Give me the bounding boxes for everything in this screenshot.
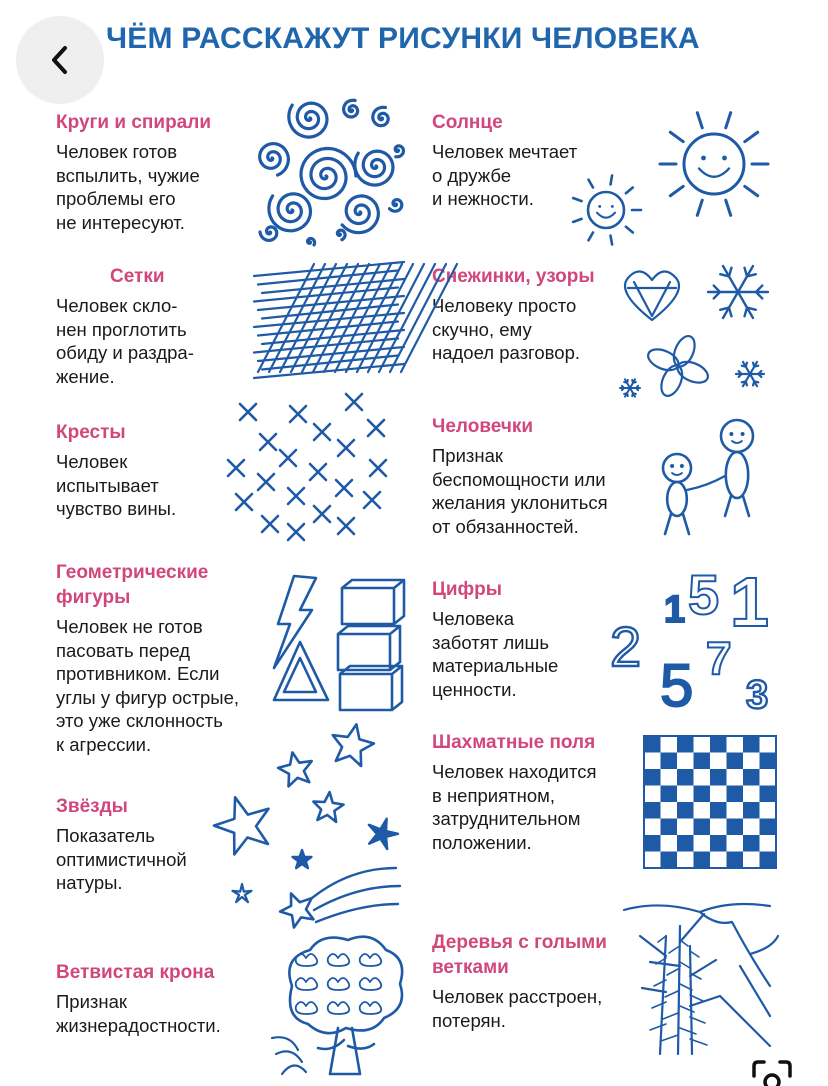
section-spirals — [56, 110, 256, 234]
leaf-cluster — [328, 978, 350, 990]
snowflake — [738, 286, 768, 299]
cross — [310, 464, 326, 480]
sun-ray — [573, 219, 581, 222]
checker-square — [677, 802, 694, 819]
section-heading: Деревья с голыми ветками — [432, 932, 607, 978]
checker-square — [661, 819, 678, 836]
sun-disc — [684, 134, 744, 194]
section-heading: Ветвистая крона — [56, 962, 215, 983]
digit-glyph: 1 — [664, 589, 686, 631]
grid-hatching-icon — [244, 260, 412, 376]
digits-icon — [606, 556, 786, 719]
leaf-cluster — [328, 1002, 350, 1014]
leaf-cluster — [296, 978, 318, 990]
section-heading: Солнце — [432, 112, 503, 133]
section-heading: Кресты — [56, 422, 126, 443]
sun-icon — [572, 108, 782, 250]
checker-square — [760, 753, 777, 770]
figure-eye — [670, 464, 674, 468]
snowflake — [708, 286, 738, 299]
stars-icon — [210, 718, 410, 922]
section-text: Человека заботят лишь материальные ценности. — [432, 608, 559, 700]
spiral — [269, 194, 311, 231]
sun-ray — [589, 180, 594, 188]
section-checkerboard — [432, 730, 632, 854]
cube-shape — [342, 580, 404, 624]
leaf-cluster — [296, 1002, 318, 1014]
figure-eye — [741, 432, 745, 436]
chevron-left-icon — [45, 43, 75, 77]
spirals-icon — [248, 92, 408, 252]
sun-eye — [611, 205, 614, 208]
cross — [262, 516, 278, 532]
snowflake — [750, 374, 758, 386]
tree-trunk — [318, 1028, 374, 1074]
star — [313, 792, 343, 822]
sun-ray — [726, 113, 731, 128]
leaf-cluster — [360, 1002, 382, 1014]
back-button[interactable] — [16, 16, 104, 104]
checker-square — [760, 852, 777, 869]
spiral — [344, 100, 358, 117]
snowflake — [742, 374, 750, 386]
checker-square — [661, 753, 678, 770]
lens-search-icon[interactable] — [748, 1056, 796, 1086]
snowflake — [720, 266, 738, 292]
cross — [240, 404, 256, 420]
checker-square — [743, 736, 760, 753]
checker-square — [677, 736, 694, 753]
figure-body — [667, 482, 687, 516]
checker-square — [727, 819, 744, 836]
figure-head — [721, 420, 753, 452]
cross — [290, 406, 306, 422]
spiral — [373, 107, 388, 125]
pine-needles — [661, 1035, 707, 1045]
cross — [368, 420, 384, 436]
checker-square — [677, 835, 694, 852]
section-text: Человек находится в неприятном, затруднительном положении. — [432, 761, 597, 853]
leaf-cluster — [360, 978, 382, 990]
pine-needles — [654, 980, 692, 990]
checker-square — [743, 835, 760, 852]
cross — [370, 460, 386, 476]
spiral — [260, 227, 277, 241]
section-text: Человек испытывает чувство вины. — [56, 451, 177, 519]
section-heading: Снежинки, узоры — [432, 266, 595, 287]
cross — [314, 424, 330, 440]
checker-square — [710, 769, 727, 786]
checker-square — [743, 769, 760, 786]
sun-ray — [670, 132, 683, 141]
sun-ray — [626, 188, 633, 194]
sun-ray — [726, 200, 731, 215]
digit-glyph: 7 — [706, 632, 732, 684]
checker-square — [644, 736, 661, 753]
checker-square — [694, 753, 711, 770]
checker-square — [710, 802, 727, 819]
hatch-line — [254, 262, 404, 276]
checker-square — [661, 786, 678, 803]
checker-square — [710, 736, 727, 753]
tree-crown — [289, 937, 402, 1033]
digit-glyph: 1 — [730, 563, 769, 641]
cross — [288, 488, 304, 504]
cross — [236, 494, 252, 510]
hatch-lines — [254, 262, 457, 378]
sun-ray — [745, 132, 758, 141]
cross — [338, 440, 354, 456]
spiral — [301, 149, 356, 199]
digit-glyph: 3 — [746, 673, 769, 717]
star — [214, 797, 269, 854]
star — [233, 884, 252, 902]
section-bare-trees — [432, 930, 632, 1032]
section-grids — [56, 264, 256, 388]
checker-square — [710, 835, 727, 852]
cross — [346, 394, 362, 410]
checker-square — [743, 802, 760, 819]
star — [293, 850, 312, 868]
bare-branches — [624, 904, 778, 1046]
holding-hands — [687, 476, 725, 490]
checker-square — [694, 852, 711, 869]
snowflake — [630, 379, 636, 388]
snowflake-icon — [614, 258, 776, 406]
checker-square — [694, 819, 711, 836]
section-text: Человек готов вспылить, чужие проблемы его не интересуют. — [56, 141, 200, 233]
sun-ray — [697, 200, 702, 215]
stick-figures-icon — [655, 412, 773, 548]
section-heading: Сетки — [110, 266, 165, 287]
section-text: Признак беспомощности или желания уклониться от обязанностей. — [432, 445, 608, 537]
pine-needles — [663, 1013, 705, 1023]
cross — [258, 474, 274, 490]
sun-ray — [745, 186, 758, 195]
section-heading: Звёзды — [56, 796, 128, 817]
sun-eye — [598, 205, 601, 208]
cross — [314, 506, 330, 522]
star-trail — [312, 868, 400, 922]
figure-eye — [680, 464, 684, 468]
section-heading: Геометрические фигуры — [56, 562, 209, 608]
snowflake — [630, 388, 636, 397]
checker-square — [727, 753, 744, 770]
sun-ray — [589, 233, 594, 241]
pine-needles — [667, 969, 701, 979]
snowflake — [742, 362, 750, 374]
cross — [336, 480, 352, 496]
sun-smile — [597, 213, 615, 218]
figure-mouth — [672, 473, 682, 475]
figure-eye — [729, 432, 733, 436]
cross — [338, 518, 354, 534]
section-heading: Цифры — [432, 579, 503, 600]
heart-pattern — [625, 271, 679, 320]
star — [280, 893, 313, 927]
sun-smile — [699, 169, 729, 177]
checkerboard-icon — [643, 735, 777, 869]
sun-eye — [722, 156, 727, 161]
figure-mouth — [732, 441, 742, 443]
digit-glyph: 5 — [688, 563, 720, 626]
spiral — [337, 230, 345, 240]
pine-needles — [650, 1024, 696, 1034]
section-text: Человек расстроен, потерян. — [432, 986, 603, 1031]
cross — [228, 460, 244, 476]
checker-square — [644, 835, 661, 852]
checker-square — [727, 786, 744, 803]
cross — [280, 450, 296, 466]
spiral — [395, 146, 403, 157]
checker-square — [644, 769, 661, 786]
snowflake — [624, 388, 630, 397]
section-text: Человек не готов пасовать перед противником. Если углы у фигур острые, это уже склонность к агрессии. — [56, 616, 240, 755]
spiral — [308, 239, 315, 245]
spiral — [355, 151, 393, 185]
digit-glyph: 2 — [610, 615, 642, 678]
checker-square — [644, 802, 661, 819]
pine-needles — [652, 1002, 694, 1012]
sun-ray — [611, 236, 613, 245]
section-leafy-tree — [56, 960, 256, 1037]
cross — [288, 524, 304, 540]
section-text: Человек мечтает о дружбе и нежности. — [432, 141, 578, 209]
star — [369, 819, 398, 849]
spiral — [390, 200, 402, 212]
snowflake — [738, 266, 756, 292]
geometric-shapes-icon — [266, 570, 416, 710]
section-text: Человеку просто скучно, ему надоел разговор. — [432, 295, 581, 363]
snowflake — [624, 379, 630, 388]
bare-trees-icon — [620, 896, 780, 1056]
section-heading: Человечки — [432, 416, 534, 437]
figure-body — [726, 452, 748, 498]
checker-square — [661, 852, 678, 869]
section-digits — [432, 577, 612, 701]
sun-ray — [573, 198, 581, 201]
pine-needles — [669, 947, 699, 957]
checker-square — [694, 786, 711, 803]
checker-square — [727, 852, 744, 869]
section-text: Человек скло- нен проглотить обиду и раздра- жение. — [56, 295, 194, 387]
checker-square — [760, 786, 777, 803]
cube-shape — [340, 666, 402, 710]
sun-ray — [626, 227, 633, 233]
section-text: Показатель оптимистичной натуры. — [56, 825, 187, 893]
star — [278, 752, 312, 786]
leaf-cluster — [360, 954, 382, 966]
leafy-tree-icon — [272, 928, 410, 1078]
crosses-icon — [226, 392, 396, 544]
star — [333, 724, 374, 766]
leaf-cluster — [328, 954, 350, 966]
cube-shape — [338, 626, 400, 670]
snowflake — [720, 292, 738, 318]
section-heading: Шахматные поля — [432, 732, 596, 753]
section-text: Признак жизнерадостности. — [56, 991, 221, 1036]
section-stick-figures — [432, 414, 632, 538]
spiral — [260, 144, 289, 175]
pine-needles — [665, 991, 703, 1001]
sun-disc — [588, 192, 624, 228]
cross — [260, 434, 276, 450]
section-snowflakes — [432, 264, 632, 365]
spiral — [289, 103, 327, 137]
hatch-line — [324, 264, 380, 372]
sun-eye — [701, 156, 706, 161]
fern-leaves — [272, 1037, 306, 1074]
checker-square — [760, 819, 777, 836]
cross — [364, 492, 380, 508]
sun-ray — [611, 176, 613, 185]
section-heading: Круги и спирали — [56, 112, 211, 133]
spiral — [342, 196, 378, 233]
snowflake — [738, 292, 756, 318]
digit-glyph: 5 — [660, 652, 694, 719]
sun-ray — [670, 186, 683, 195]
figure-head — [663, 454, 691, 482]
triangle-shape — [274, 642, 328, 700]
checker-square — [677, 769, 694, 786]
snowflake — [750, 362, 758, 374]
page-title: ЧЁМ РАССКАЖУТ РИСУНКИ ЧЕЛОВЕКА — [106, 22, 700, 55]
sun-ray — [697, 113, 702, 128]
